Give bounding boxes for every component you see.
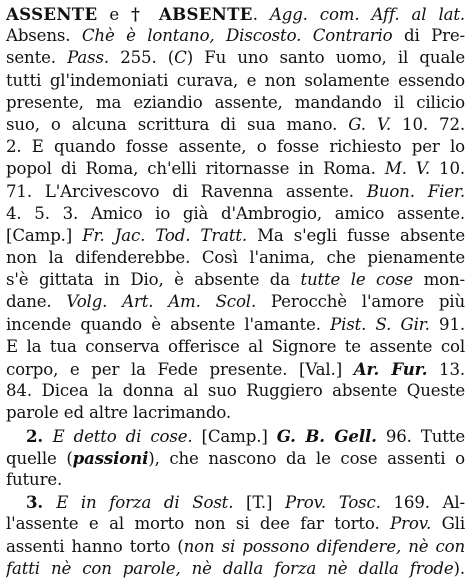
source-citation: Prov. Tosc. [285,493,381,513]
text-run: Perocchè l'amore più [256,292,465,312]
body-line [6,158,465,180]
gloss-text: non si possono difendere, nè con [183,536,465,556]
source-citation: M. V. [384,159,430,179]
definition-text: Chè è lontano, Discosto. Contrario [81,26,393,46]
body-line: 84. Dicea la donna al suo Ruggiero absente Queste [6,381,465,401]
text-run: l'assente e al morto non si dee far torto. [6,514,391,534]
body-line [6,358,465,380]
text-run: [T.] [233,493,285,513]
text-run: mon- [413,270,465,290]
gloss-text: fatti nè con parole, nè dalla forza nè dalla frode [6,558,454,578]
definition-line [6,25,465,47]
text-run: Gli [431,514,465,534]
sense-number: 3. [26,492,57,513]
source-citation: Buon. Fier. [366,181,465,201]
emphasis-text: tutte le cose [300,270,414,290]
body-line: non la difenderebbe. Così l'anima, che pienamente [6,248,465,268]
conjunction: e [97,5,132,24]
source-citation: Ar. Fur. [353,359,428,379]
body-line [6,291,465,313]
body-line: presente, ma eziandio assente, mandando il cilicio [6,92,465,112]
text-run: sente. [6,48,68,68]
text-run: corpo, e per la Fede presente. [Val.] [6,360,354,379]
source-citation: Pass. [67,48,109,68]
text-run: incende quando è absente l'amante. [6,314,331,334]
body-line: 2. E quando fosse assente, o fosse richiesto per lo [6,137,465,157]
text-run: 91. [429,314,465,334]
text-run: 169. Al- [380,493,465,513]
text-run: ). [453,558,465,578]
emphasis-text: passioni [72,447,149,468]
text-run: 10. [429,159,465,179]
source-citation: Prov. [390,514,432,534]
text-run: quelle ( [6,448,73,468]
body-line: E la tua conserva offerisce al Signore te assente col [6,336,465,356]
source-marker: C [174,48,187,68]
text-run: 96. Tutte [376,426,465,446]
source-citation: Pist. S. Gir. [330,314,430,334]
grammar-note: Agg. com. Aff. al lat. [269,5,465,24]
sense-3-line [6,491,465,513]
entry-header-line: ASSENTE e † ABSENTE. Agg. com. Aff. al lat. [6,4,465,24]
body-line [6,269,465,291]
source-citation: G. V. [348,114,392,134]
dagger-mark: † [131,4,147,24]
text-run: ) Fu uno santo uomo, il quale [186,48,465,68]
text-run: [Camp.] [6,225,83,245]
body-line: future. [6,469,63,489]
text-run: 255. ( [109,48,175,68]
body-line: parole ed altre lacrimando. [6,403,232,423]
body-line [6,447,465,469]
body-line [6,536,465,558]
source-citation: G. B. Gell. [276,425,377,446]
headword: ASSENTE [6,4,98,24]
text-run: popol di Roma, ch'elli ritornasse in Roma. [6,159,385,179]
headword-variant: ABSENTE [158,4,253,24]
text-run: dane. [6,292,67,312]
source-citation: Fr. Jac. Tod. Tratt. [82,225,248,245]
text-run: ), che nascono da le cose assenti o [148,448,465,468]
text-run: 71. L'Arcivescovo di Ravenna assente. [6,181,367,201]
text-run: 10. 72. [391,114,465,134]
text-run: [Camp.] [192,426,277,446]
sense-2-line [6,425,465,447]
body-line [6,181,465,203]
text-run: assenti hanno torto ( [6,536,184,556]
source-citation: Volg. Art. Am. Scol. [66,292,257,312]
text-run: di Pre- [392,26,465,46]
text-run: 13. [427,360,465,379]
sense-definition: E detto di cose. [52,426,193,446]
body-line [6,114,465,136]
sense-number: 2. [26,425,53,446]
body-line: 4. 5. 3. Amico io già d'Ambrogio, amico assente. [6,203,465,223]
text-run: suo, o alcuna scrittura di sua mano. [6,114,349,134]
body-line [6,513,465,535]
text-run: Ma s'egli fusse absente [247,225,465,245]
body-line: tutti gl'indemoniati curava, e non solamente essendo [6,70,465,90]
text-run: s'è gittata in Dio, è absente da [6,270,301,290]
text-run: Absens. [6,26,82,46]
body-line [6,314,465,336]
body-line [6,225,465,247]
sense-definition: E in forza di Sost. [56,493,234,513]
body-line [6,558,465,580]
definition-line [6,47,465,69]
